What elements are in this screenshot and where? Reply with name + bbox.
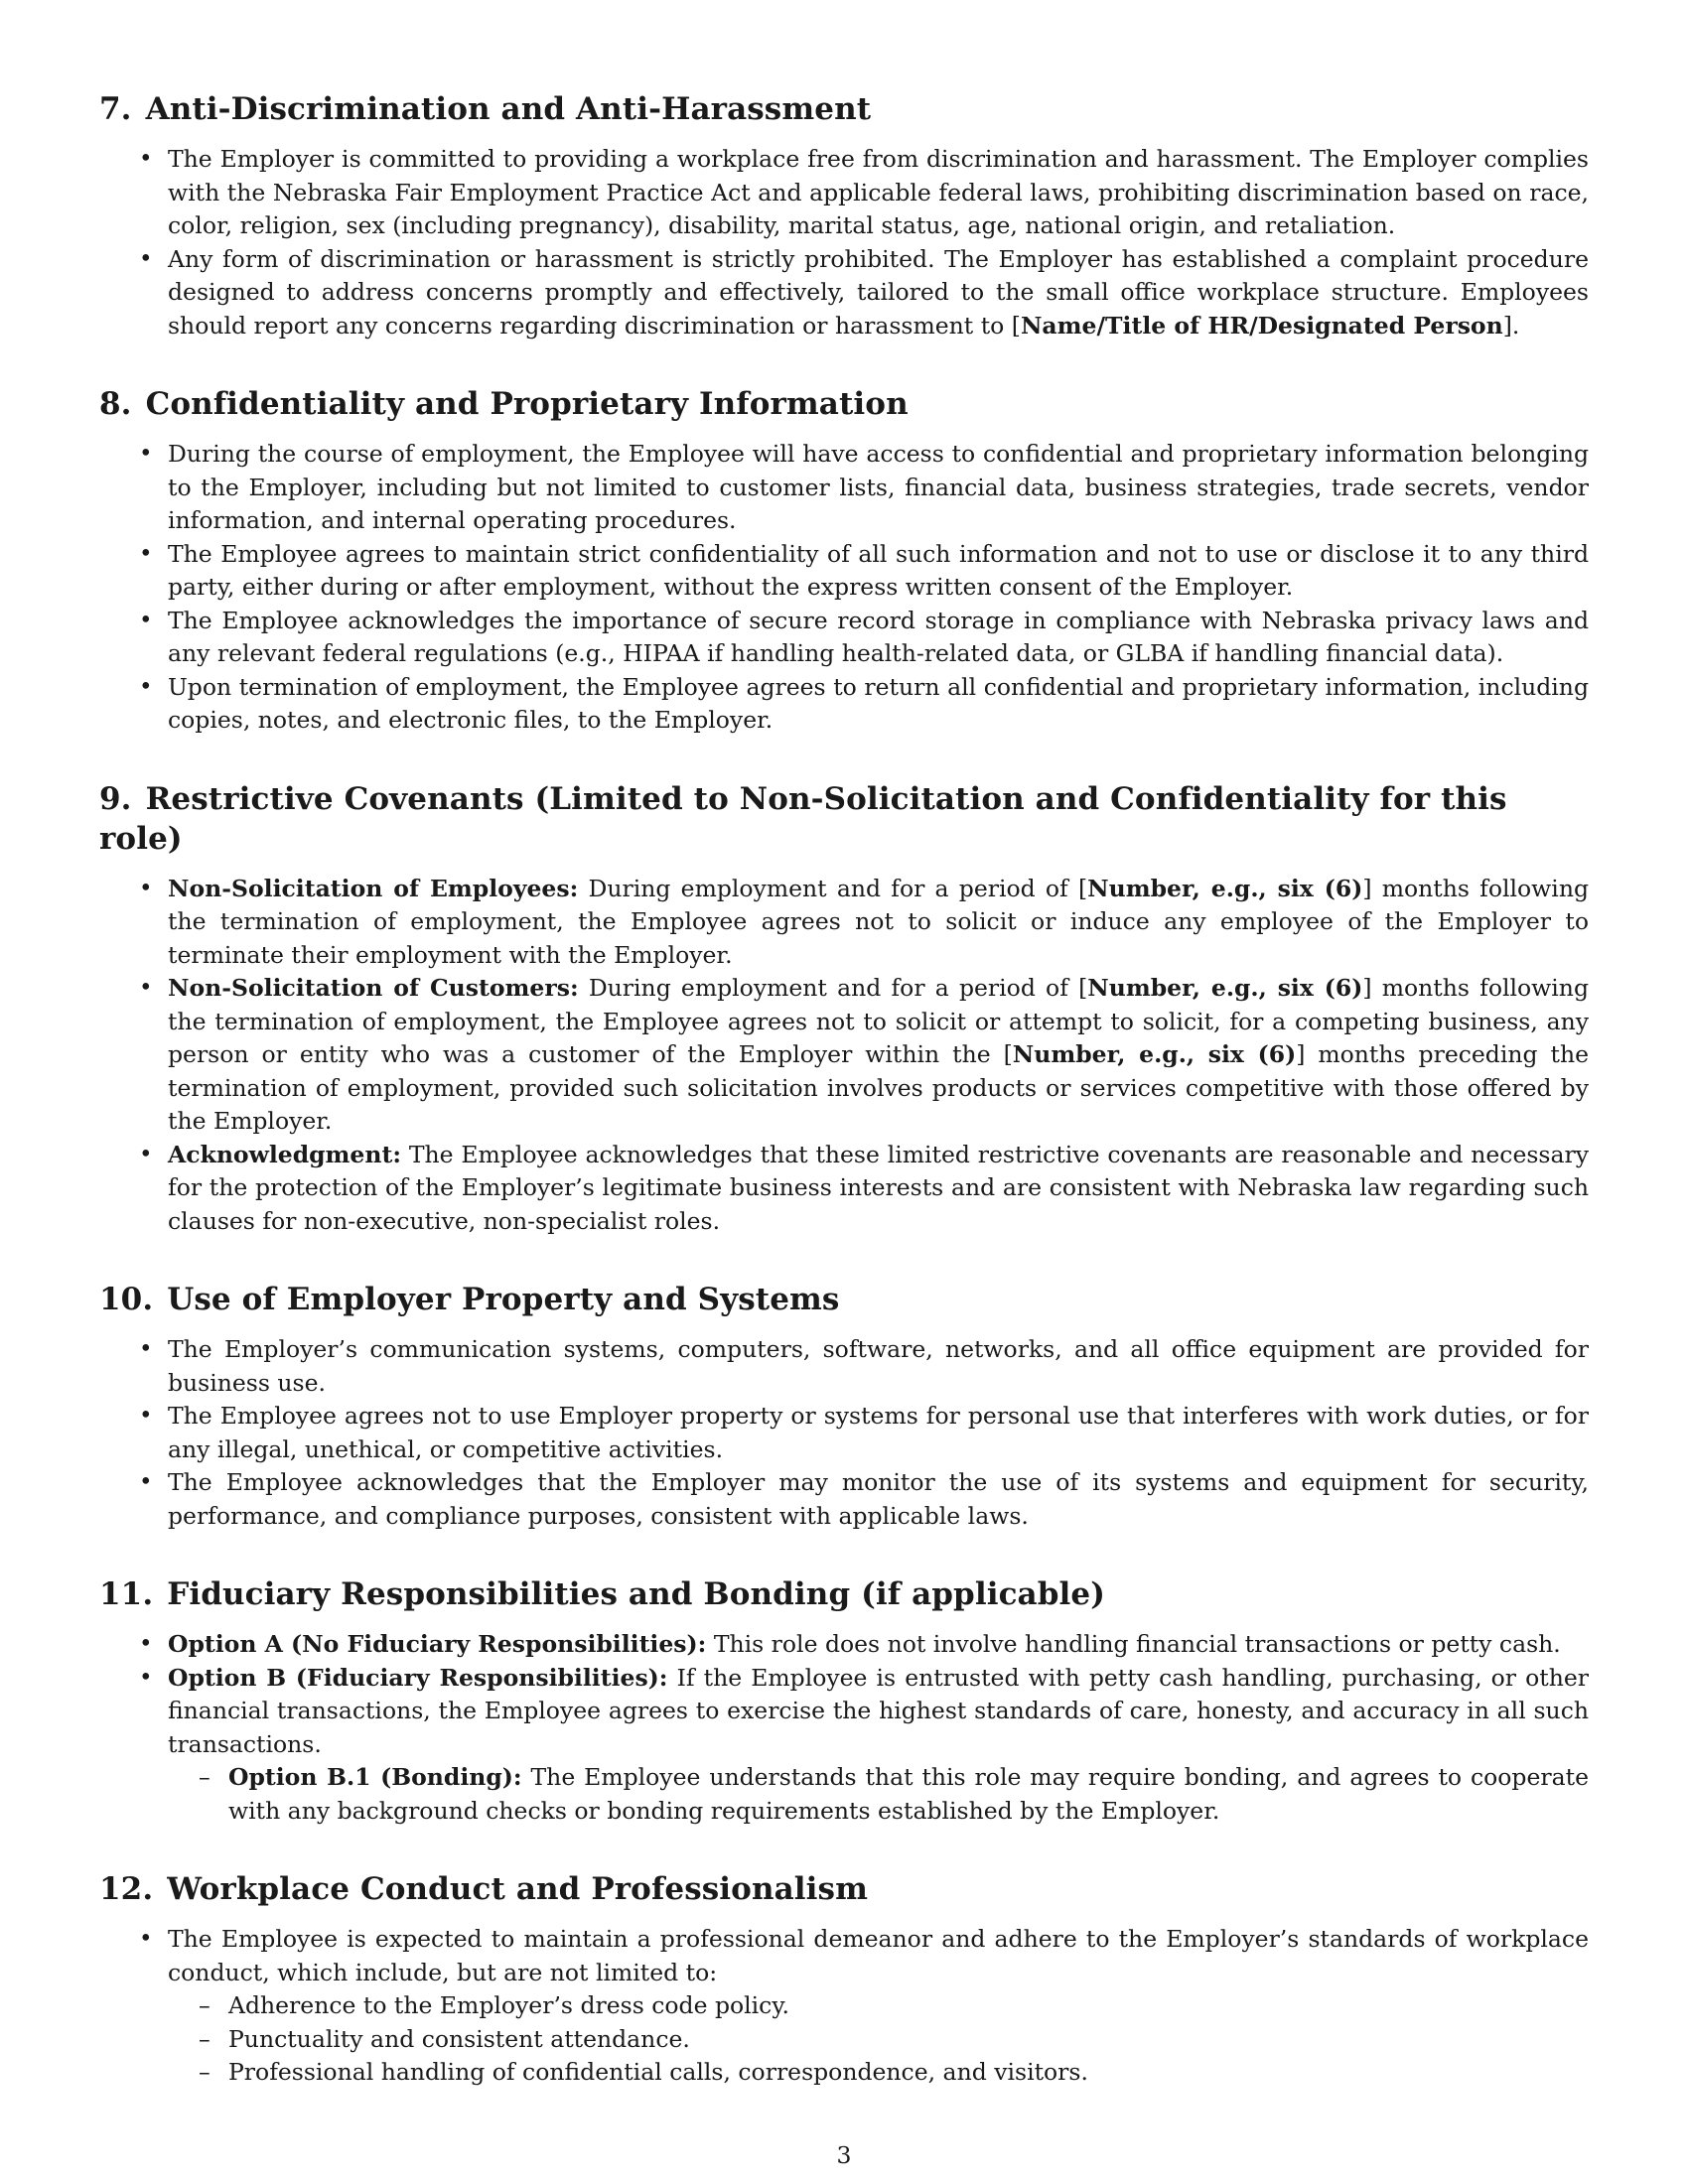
bullet-list bbox=[99, 1333, 1589, 1533]
item-label: Non-Solicitation of Customers: bbox=[168, 974, 579, 1002]
placeholder-field: Number, e.g., six (6) bbox=[1012, 1040, 1297, 1068]
sub-list-item: – Adherence to the Employer’s dress code policy. bbox=[168, 1989, 1589, 2023]
placeholder-field: Name/Title of HR/Designated Person bbox=[1020, 311, 1503, 340]
list-item bbox=[99, 873, 1589, 973]
section-11 bbox=[99, 1574, 1589, 1828]
item-text: ] months following the termination of employment, the Employee agrees not to solicit or attempt to solicit, for a competing business, any person or entity who was a customer of the Employer within the [ bbox=[168, 974, 1589, 1068]
list-item bbox=[99, 972, 1589, 1139]
item-text: ] months following the termination of employment, the Employee agrees not to solicit or induce any employee of the Employer to terminate their employment with the Employer. bbox=[168, 874, 1589, 969]
section-heading bbox=[99, 1869, 1589, 1909]
list-item: • The Employee agrees to maintain strict confidentiality of all such information and not to use or disclose it to any third party, either during or after employment, without the express written consent of the Employer. bbox=[99, 538, 1589, 605]
sub-list bbox=[168, 1989, 1589, 2090]
section-12 bbox=[99, 1869, 1589, 2090]
document-page bbox=[99, 89, 1589, 2131]
item-text: ] months preceding the termination of employment, provided such solicitation involves products or services competitive with those offered by the Employer. bbox=[168, 1040, 1589, 1135]
item-text: This role does not involve handling financial transactions or petty cash. bbox=[706, 1630, 1561, 1658]
list-item: • During the course of employment, the Employee will have access to confidential and proprietary information belonging to the Employer, including but not limited to customer lists, financial data, business strategies, trade secrets, vendor information, and internal operating procedures. bbox=[99, 438, 1589, 538]
bullet-list bbox=[99, 438, 1589, 738]
item-text: If the Employee is entrusted with petty cash handling, purchasing, or other financial transactions, the Employee agrees to exercise the highest standards of care, honesty, and accuracy in all such transactions. bbox=[168, 1663, 1589, 1758]
section-heading bbox=[99, 1280, 1589, 1319]
section-number: 8. bbox=[99, 386, 132, 422]
item-text: During employment and for a period of [ bbox=[578, 874, 1088, 902]
item-label: Option A (No Fiduciary Responsibilities): bbox=[168, 1630, 707, 1658]
section-number: 12. bbox=[99, 1871, 154, 1907]
section-8 bbox=[99, 384, 1589, 738]
sub-list-item: – Punctuality and consistent attendance. bbox=[168, 2023, 1589, 2057]
section-title: Confidentiality and Proprietary Information bbox=[145, 386, 909, 422]
item-text: The Employee acknowledges that these limited restrictive covenants are reasonable and necessary for the protection of the Employer’s legitimate business interests and are consistent with Nebraska law regarding such clauses for non-executive, non-specialist roles. bbox=[168, 1140, 1589, 1235]
section-heading bbox=[99, 779, 1589, 859]
section-title: Workplace Conduct and Professionalism bbox=[167, 1871, 868, 1907]
list-item: • The Employer’s communication systems, computers, software, networks, and all office equipment are provided for business use. bbox=[99, 1333, 1589, 1400]
sub-list-item: – Professional handling of confidential calls, correspondence, and visitors. bbox=[168, 2056, 1589, 2090]
list-item: • The Employee acknowledges that the Employer may monitor the use of its systems and equipment for security, performance, and compliance purposes, consistent with applicable laws. bbox=[99, 1466, 1589, 1533]
item-label: Option B.1 (Bonding): bbox=[228, 1763, 522, 1791]
section-title: Use of Employer Property and Systems bbox=[167, 1282, 840, 1317]
section-title: Anti-Discrimination and Anti-Harassment bbox=[145, 91, 872, 127]
list-item bbox=[99, 1628, 1589, 1662]
item-text: The Employer is committed to providing a workplace free from discrimination and harassment. The Employer complies with the Nebraska Fair Employment Practice Act and applicable federal laws, prohibiting discrimination based on race, color, religion, sex (including pregnancy), disability, marital status, age, national origin, and retaliation. bbox=[168, 145, 1589, 239]
section-number: 11. bbox=[99, 1576, 154, 1612]
item-text: Any form of discrimination or harassment is strictly prohibited. The Employer has established a complaint procedure designed to address concerns promptly and effectively, tailored to the small office workplace structure. Employees should report any concerns regarding discrimination or harassment to [ bbox=[168, 244, 1589, 340]
bullet-list bbox=[99, 873, 1589, 1239]
section-title: Fiduciary Responsibilities and Bonding (if applicable) bbox=[167, 1576, 1105, 1612]
section-number: 7. bbox=[99, 91, 132, 127]
bullet-list bbox=[99, 1628, 1589, 1828]
item-text: During employment and for a period of [ bbox=[578, 974, 1088, 1002]
section-heading bbox=[99, 384, 1589, 424]
section-heading bbox=[99, 89, 1589, 129]
section-7 bbox=[99, 89, 1589, 342]
bullet-list bbox=[99, 143, 1589, 342]
section-number: 10. bbox=[99, 1282, 154, 1317]
list-item bbox=[99, 1139, 1589, 1239]
section-title: Restrictive Covenants (Limited to Non-Solicitation and Confidentiality for this role) bbox=[99, 780, 1507, 857]
placeholder-field: Number, e.g., six (6) bbox=[1087, 874, 1363, 902]
list-item bbox=[99, 1923, 1589, 2090]
list-item bbox=[99, 143, 1589, 243]
item-text: The Employee understands that this role may require bonding, and agrees to cooperate with any background checks or bonding requirements established by the Employer. bbox=[228, 1763, 1589, 1825]
section-heading bbox=[99, 1574, 1589, 1614]
sub-list bbox=[168, 1761, 1589, 1828]
list-item: • Upon termination of employment, the Employee agrees to return all confidential and proprietary information, including copies, notes, and electronic files, to the Employer. bbox=[99, 671, 1589, 738]
item-label: Non-Solicitation of Employees: bbox=[168, 874, 579, 902]
list-item bbox=[99, 243, 1589, 343]
placeholder-field: Number, e.g., six (6) bbox=[1087, 974, 1363, 1002]
item-text: The Employee is expected to maintain a professional demeanor and adhere to the Employer’s standards of workplace conduct, which include, but are not limited to: bbox=[168, 1925, 1589, 1986]
list-item: • The Employee acknowledges the importance of secure record storage in compliance with Nebraska privacy laws and any relevant federal regulations (e.g., HIPAA if handling health-related data, or GLBA if handling financial data). bbox=[99, 605, 1589, 671]
item-label: Acknowledgment: bbox=[168, 1140, 401, 1168]
page-number: 3 bbox=[836, 2141, 852, 2169]
section-9 bbox=[99, 779, 1589, 1239]
section-number: 9. bbox=[99, 780, 132, 817]
section-10 bbox=[99, 1280, 1589, 1533]
sub-list-item bbox=[168, 1761, 1589, 1828]
item-label: Option B (Fiduciary Responsibilities): bbox=[168, 1663, 668, 1692]
item-text: ]. bbox=[1502, 311, 1520, 340]
list-item: • The Employee agrees not to use Employer property or systems for personal use that interferes with work duties, or for any illegal, unethical, or competitive activities. bbox=[99, 1400, 1589, 1466]
bullet-list bbox=[99, 1923, 1589, 2090]
list-item bbox=[99, 1662, 1589, 1829]
